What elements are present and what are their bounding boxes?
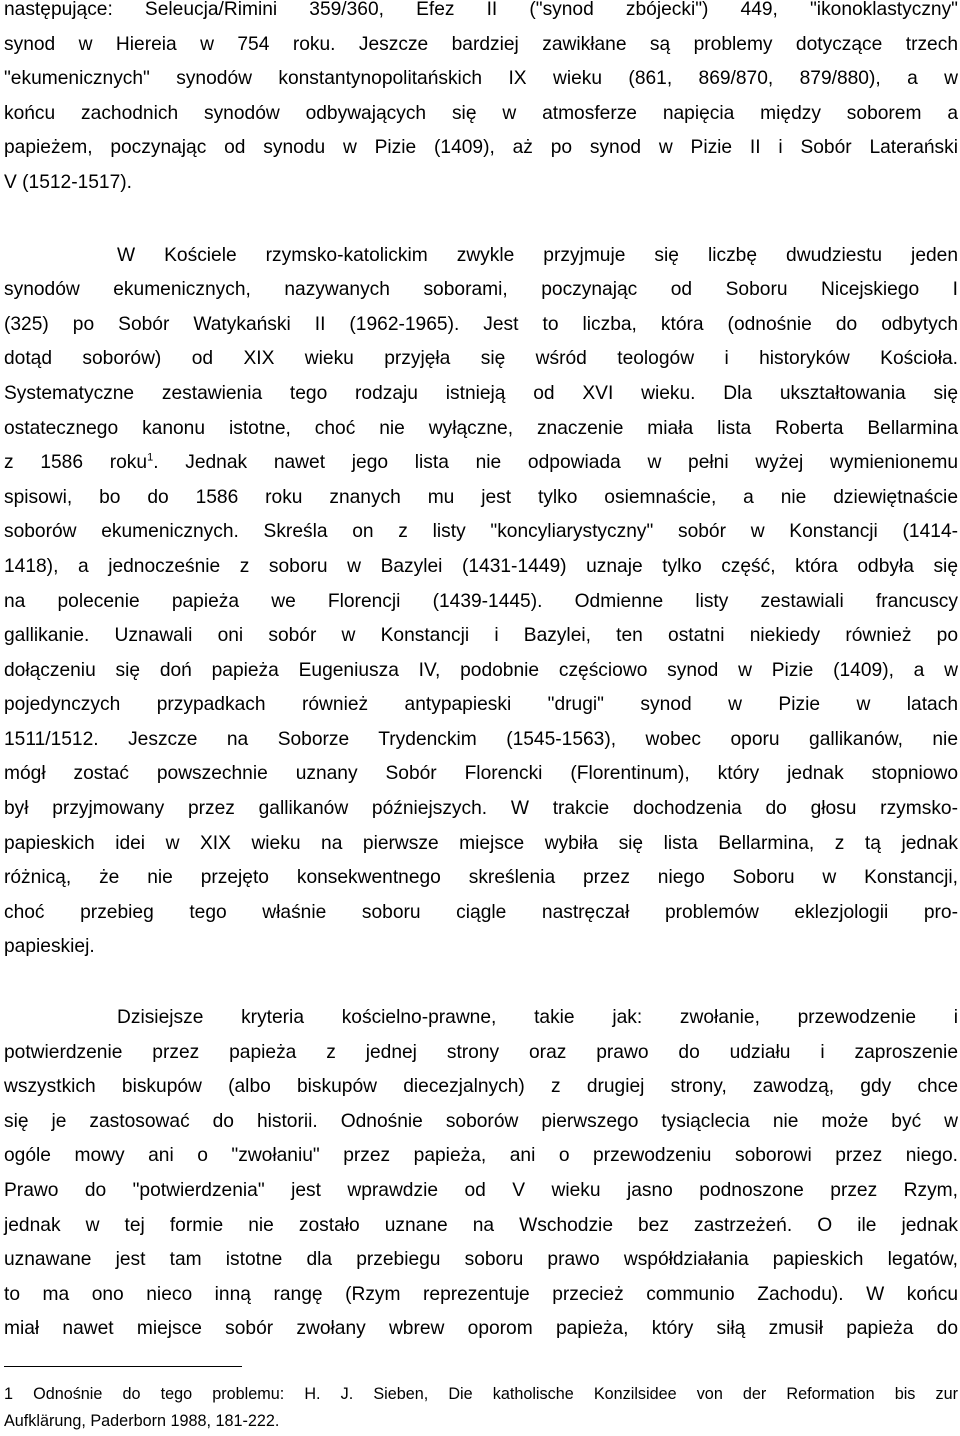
text-line: mógł zostać powszechnie uznany Sobór Florencki (Florentinum), który jednak stopniowo <box>4 763 958 785</box>
text-line: następujące: Seleucja/Rimini 359/360, Efez II ("synod zbójecki") 449, "ikonoklastyczny" <box>4 0 958 20</box>
text-line: jednak w tej formie nie zostało uznane na Wschodzie bez zastrzeżeń. O ile jednak <box>4 1214 958 1236</box>
text-fragment: z 1586 roku <box>4 452 148 474</box>
text-line: ostatecznego kanonu istotne, choć nie wyłączne, znaczenie miała lista Roberta Bellarmina <box>4 417 958 439</box>
paragraph-legal-criteria <box>4 1001 958 1347</box>
text-line: papieżem, poczynając od synodu w Pizie (1409), aż po synod w Pizie II i Sobór Laterański <box>4 137 958 159</box>
text-line: papieskich idei w XIX wieku na pierwsze miejsce wybiła się lista Bellarmina, z tą jednak <box>4 832 958 854</box>
text-line: soborów ekumenicznych. Skreśla on z listy "koncyliarystyczny" sobór w Konstancji (1414- <box>4 521 958 543</box>
text-line: był przyjmowany przez gallikanów późniejszych. W trakcie dochodzenia do głosu rzymsko- <box>4 798 958 820</box>
text-line: spisowi, bo do 1586 roku znanych mu jest tylko osiemnaście, a nie dziewiętnaście <box>4 486 958 508</box>
text-fragment: . Jednak nawet jego lista nie odpowiada w pełni wyżej wymienionemu <box>153 452 958 474</box>
paragraph-catholic-count <box>4 239 958 965</box>
text-line: W Kościele rzymsko-katolickim zwykle przyjmuje się liczbę dwudziestu jeden <box>117 244 958 266</box>
text-line: 1418), a jednocześnie z soboru w Bazylei (1431-1449) uznaje tylko część, która odbyła się <box>4 555 958 577</box>
text-line-with-footnote-ref <box>4 446 958 481</box>
text-line: ogóle mowy ani o "zwołaniu" przez papieża, ani o przewodzeniu soborowi przez niego. <box>4 1145 958 1167</box>
text-line: synod w Hiereia w 754 roku. Jeszcze bardziej zawikłane są problemy dotyczące trzech <box>4 33 958 55</box>
text-line: Dzisiejsze kryteria kościelno-prawne, takie jak: zwołanie, przewodzenie i <box>117 1007 958 1029</box>
text-line: choć przebieg tego właśnie soboru ciągle nastręczał problemów eklezjologii pro- <box>4 901 958 923</box>
text-line: dołączeniu się doń papieża Eugeniusza IV, podobnie częściowo synod w Pizie (1409), a w <box>4 659 958 681</box>
text-line: Systematyczne zestawienia tego rodzaju istnieją od XVI wieku. Dla ukształtowania się <box>4 382 958 404</box>
text-line: Prawo do "potwierdzenia" jest wprawdzie od V wieku jasno podnoszone przez Rzym, <box>4 1180 958 1201</box>
footnote-separator <box>4 1366 242 1367</box>
text-line: synodów ekumenicznych, nazywanych soborami, poczynając od Soboru Nicejskiego I <box>4 279 958 301</box>
text-line: wszystkich biskupów (albo biskupów diecezjalnych) z drugiej strony, zawodzą, gdy chce <box>4 1076 958 1098</box>
text-line: różnicą, że nie przejęto konsekwentnego skreślenia przez niego Soboru w Konstancji, <box>4 867 958 889</box>
paragraph-councils-list <box>4 0 958 201</box>
text-line: (325) po Sobór Watykański II (1962-1965). Jest to liczba, która (odnośnie do odbytych <box>4 313 958 335</box>
footnote-line: 1 Odnośnie do tego problemu: H. J. Sieben, Die katholische Konzilsidee von der Reformation bis zur <box>4 1385 958 1403</box>
text-line: dotąd soborów) od XIX wieku przyjęła się wśród teologów i historyków Kościoła. <box>4 348 958 370</box>
text-line: gallikanie. Uznawali oni sobór w Konstancji i Bazylei, ten ostatni niekiedy również po <box>4 625 958 647</box>
footnote <box>4 1381 958 1435</box>
text-line: papieskiej. <box>4 936 95 958</box>
text-line: to ma ono nieco inną rangę (Rzym reprezentuje przecież communio Zachodu). W końcu <box>4 1283 958 1305</box>
text-line: "ekumenicznych" synodów konstantynopolitańskich IX wieku (861, 869/870, 879/880), a w <box>4 68 958 90</box>
text-line: pojedynczych przypadkach również antypapieski "drugi" synod w Pizie w latach <box>4 694 958 716</box>
text-line: końcu zachodnich synodów odbywających się w atmosferze napięcia między soborem a <box>4 102 958 124</box>
text-line: potwierdzenie przez papieża z jednej strony oraz prawo do udziału i zaproszenie <box>4 1041 958 1063</box>
text-line: V (1512-1517). <box>4 171 132 193</box>
footnote-reference[interactable]: 1 <box>147 451 154 464</box>
text-line: na polecenie papieża we Florencji (1439-1445). Odmienne listy zestawiali francuscy <box>4 590 958 612</box>
text-line: uznawane jest tam istotne dla przebiegu soboru prawo współdziałania papieskich legatów, <box>4 1249 958 1271</box>
document-page <box>4 0 958 1347</box>
text-line: się je zastosować do historii. Odnośnie soborów pierwszego tysiąclecia nie może być w <box>4 1110 958 1132</box>
text-line: 1511/1512. Jeszcze na Soborze Trydenckim (1545-1563), wobec oporu gallikanów, nie <box>4 728 958 750</box>
text-line: miał nawet miejsce sobór zwołany wbrew oporom papieża, który siłą zmusił papieża do <box>4 1318 958 1340</box>
footnote-line: Aufklärung, Paderborn 1988, 181-222. <box>4 1412 280 1430</box>
